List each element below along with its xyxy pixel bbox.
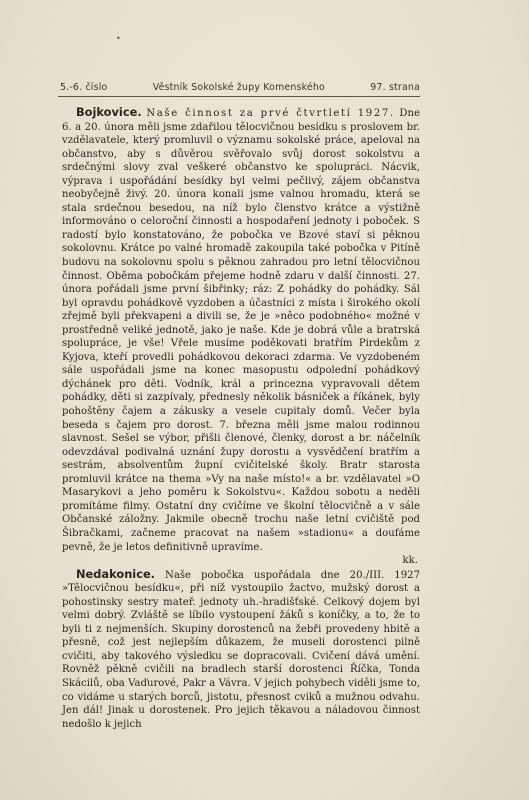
page-number: 97. strana xyxy=(370,82,420,93)
article-nedakonice xyxy=(62,568,420,732)
header-rule xyxy=(58,96,420,97)
article-text: Dne 6. a 20. února měli jsme zdařilou tělocvičnou besídku s proslovem br. vzdělavatele, který promluvil o významu sokolské práce, apeloval na občanstvo, aby s důvěrou svěřovalo svůj dorost sokolstvu a srdečnými slovy zval veškeré občanstvo ke spolupráci. Nácvik, výprava i uspořádání besídky byl velmi pečlivý, zájem občanstva neobyčejně živý. 20. února konali jsme valnou hromadu, která se stala srdečnou besedou, na níž bylo členstvo krátce a výstižně informováno o celoroční činnosti a hospodaření jednoty i poboček. S radostí bylo konstatováno, že pobočka ve Bzové staví si pěknou sokolovnu. Krátce po valné hromadě zakoupila také pobočka v Pitíně budovu na sokolovnu spolu s pěknou zahradou pro letní tělocvičnou činnost. Oběma pobočkám přejeme hodně zdaru v další činnosti. 27. února pořádali jsme první šibřinky; ráz: Z pohádky do pohádky. Sál byl opravdu pohádkově vyzdoben a účastníci z místa i širokého okolí zřejmě byli překvapeni a divili se, že je »něco podobného« možné v prostředně veliké jednotě, jako je naše. Kde je dobrá vůle a bratrská spolupráce, je vše! Vřele musíme poděkovati bratřím Pirdekům z Kyjova, kteří provedli pohádkovou dekoraci zdarma. Ve vyzdobeném sále uspořádali jsme na konec masopustu odpolední pohádkový dýchánek pro děti. Vodník, král a princezna vypravovali dětem pohádky, děti si zazpívaly, přednesly několik básniček a říkánek, byly pohoštěny čajem a zákusky a vesele cupitaly domů. Večer byla beseda s čajem pro dorost. 7. března měli jsme malou rodinnou slavnost. Sešel se výbor, přišli členové, členky, dorost a br. náčelník odevzdával podivalná uznání župy dorostu a vysvědčení bratřím a sestrám, absolventům župní cvičitelské školy. Bratr starosta promluvil krátce na thema »Vy na naše místo!« a br. vzdělavatel »O Masarykovi a jeho poměru k Sokolstvu«. Každou sobotu a neděli promítáme filmy. Ostatní dny cvičíme ve školní tělocvičně a v sále Občanské záložny. Jakmile obecně trochu naše letní cvičiště pod Šibračkami, začneme pracovat na našem »stadionu« a doufáme pevně, že je letos definitivně upravíme. xyxy=(62,108,420,553)
article-place-heading: Bojkovice. xyxy=(76,105,142,119)
article-lead: Naše činnost za prvé čtvrtletí 1927. xyxy=(146,108,395,119)
article-text: Naše pobočka uspořádala dne 20./III. 1927 »Tělocvičnou besídku«, při níž vystoupilo žactvo, mužský dorost a pohostinsky sestry mateř. jednoty uh.-hradišťské. Celkový dojem byl velmi dobrý. Zvláště se líbilo vystoupení žáků s koníčky, a to, že to byli ti z nejmenších. Skupiny dorostenců na žebři provedeny hbitě a přesně, což jest nejlepším důkazem, že museli dorostenci pilně cvičiti, aby takového výsledku se dopracovali. Cvičení dává umění. Rovněž pěkně cvičili na bradlech starší dorostenci Říčka, Tonda Skácilů, oba Vaďurové, Pakr a Vávra. V jejich pohybech viděli jsme to, co vidáme u starých borců, jistotu, přesnost cviků a mužnou odvahu. Jen dál! Jinak u dorostenek. Pro jejich těkavou a náladovou činnost nedošlo k jejich xyxy=(62,569,420,730)
running-header xyxy=(60,82,420,93)
issue-number: 5.-6. číslo xyxy=(60,82,108,93)
article-bojkovice xyxy=(62,106,420,568)
article-place-heading: Nedakonice. xyxy=(76,566,156,581)
article-signature: kk. xyxy=(402,555,418,567)
article-body xyxy=(62,106,420,731)
journal-title: Věstník Sokolské župy Komenského xyxy=(152,82,325,93)
decorative-mark: • xyxy=(116,34,121,43)
